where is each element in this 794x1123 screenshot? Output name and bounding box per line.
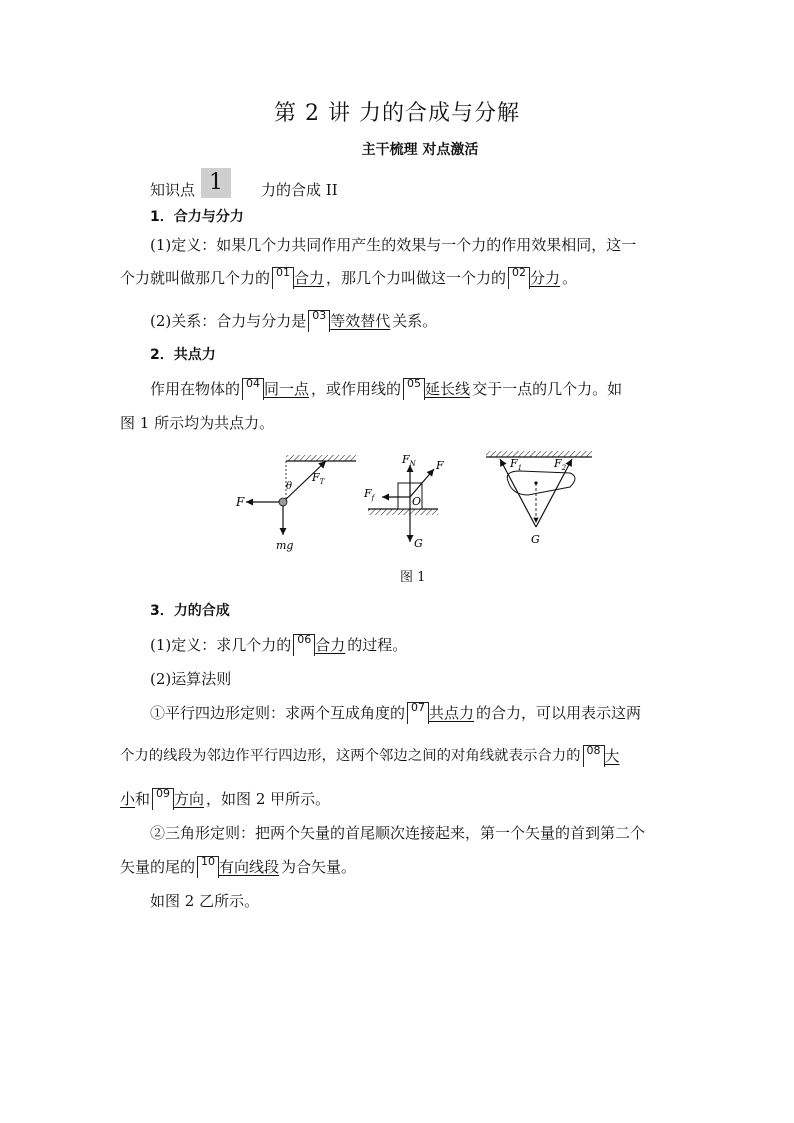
answer-blank-09[interactable]: 09 方向 (152, 788, 204, 810)
knowledge-point-label: 知识点 (150, 181, 196, 199)
svg-text:G: G (531, 533, 540, 546)
diagram-plank (486, 451, 592, 546)
answer-blank-02[interactable]: 02 分力 (508, 267, 560, 289)
figure-1-caption: 图 1 (400, 570, 426, 585)
section-1-heading: 1．合力与分力 (150, 209, 244, 225)
answer-blank-07[interactable]: 07 共点力 (407, 702, 474, 724)
answer-blank-03[interactable]: 03 等效替代 (308, 310, 390, 332)
s3-triangle-line1: ②三角形定则：把两个矢量的首尾顺次连接起来，第一个矢量的首到第二个 (150, 824, 646, 842)
svg-text:F: F (436, 459, 444, 472)
svg-text:G: G (414, 537, 423, 550)
s3-parallelogram-line2: 个力的线段为邻边作平行四边形，这两个邻边之间的对角线就表示合力的 08 大 (120, 744, 620, 765)
diagram-block (363, 453, 444, 550)
label-f: F (236, 495, 245, 509)
svg-text:FT: $F_T$ (312, 471, 325, 486)
s3-parallelogram-line3: 小和 09 方向 ，如图 2 甲所示。 (120, 787, 331, 808)
s2-line1: 作用在物体的 04 同一点 ，或作用线的 05 延长线 交于一点的几个力。如 (150, 377, 623, 398)
answer-blank-06[interactable]: 06 合力 (293, 634, 345, 656)
section-3-heading: 3．力的合成 (150, 603, 230, 619)
label-mg: mg (276, 539, 294, 552)
section-2-heading: 2．共点力 (150, 347, 216, 363)
s2-line2: 图 1 所示均为共点力。 (120, 414, 275, 432)
knowledge-point-name: 力的合成 II (261, 181, 338, 199)
s1-relation-line: (2)关系：合力与分力是 03 等效替代 关系。 (150, 309, 438, 330)
label-theta: θ (286, 481, 293, 492)
s3-definition: (1)定义：求几个力的 06 合力 的过程。 (150, 633, 408, 654)
knowledge-point-header (150, 170, 710, 206)
svg-text:F1: $F_1$ (510, 457, 523, 472)
s3-figure2-ref: 如图 2 乙所示。 (150, 892, 260, 910)
s1-definition-line2: 个力就叫做那几个力的 01 合力 ，那几个力叫做这一个力的 02 分力 。 (120, 266, 578, 287)
answer-blank-08[interactable]: 08 大 (583, 745, 620, 767)
s3-parallelogram-line1: ①平行四边形定则：求两个互成角度的 07 共点力 的合力，可以用表示这两 (150, 701, 642, 722)
svg-text:FN: $F_N$ (402, 453, 416, 468)
page-title: 第 2 讲 力的合成与分解 (274, 101, 520, 126)
s3-rules-heading: (2)运算法则 (150, 670, 232, 688)
svg-text:F2: $F_2$ (554, 457, 567, 472)
section-subtitle: 主干梳理 对点激活 (361, 142, 479, 158)
s3-triangle-line2: 矢量的尾的 10 有向线段 为合矢量。 (120, 855, 357, 876)
knowledge-point-number: 1 (201, 168, 231, 198)
s1-definition-line1: (1)定义：如果几个力共同作用产生的效果与一个力的作用效果相同，这一 (150, 236, 637, 254)
answer-blank-05[interactable]: 05 延长线 (403, 378, 470, 400)
diagram-hanging-ball (235, 455, 356, 552)
svg-text:O: O (412, 495, 422, 508)
answer-blank-10[interactable]: 10 有向线段 (197, 856, 279, 878)
answer-blank-01[interactable]: 01 合力 (272, 267, 324, 289)
svg-text:Ff: $F_f$ (364, 487, 375, 502)
answer-blank-04[interactable]: 04 同一点 (242, 378, 309, 400)
